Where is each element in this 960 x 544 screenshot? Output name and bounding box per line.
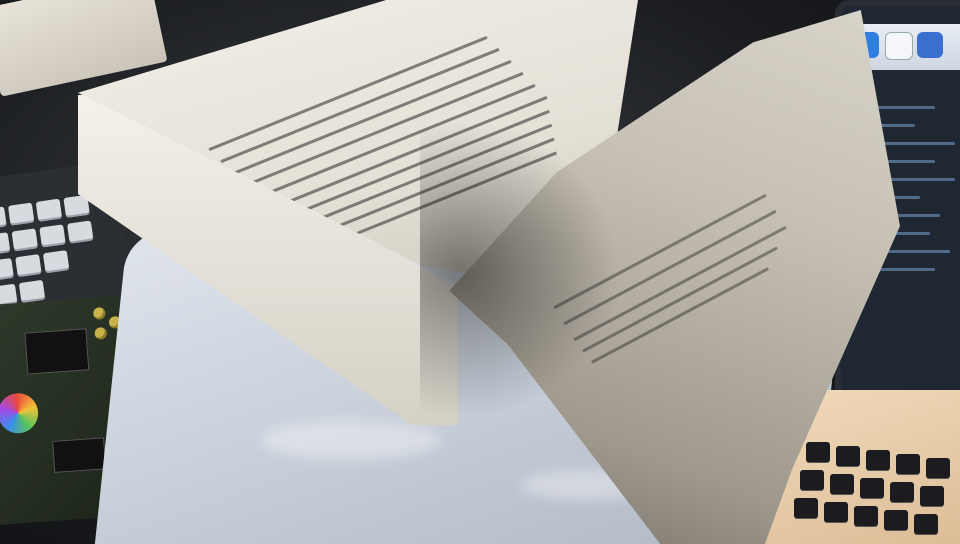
page-curl-shadow — [420, 120, 620, 420]
app-icon — [917, 32, 943, 58]
app-icon — [885, 32, 913, 60]
